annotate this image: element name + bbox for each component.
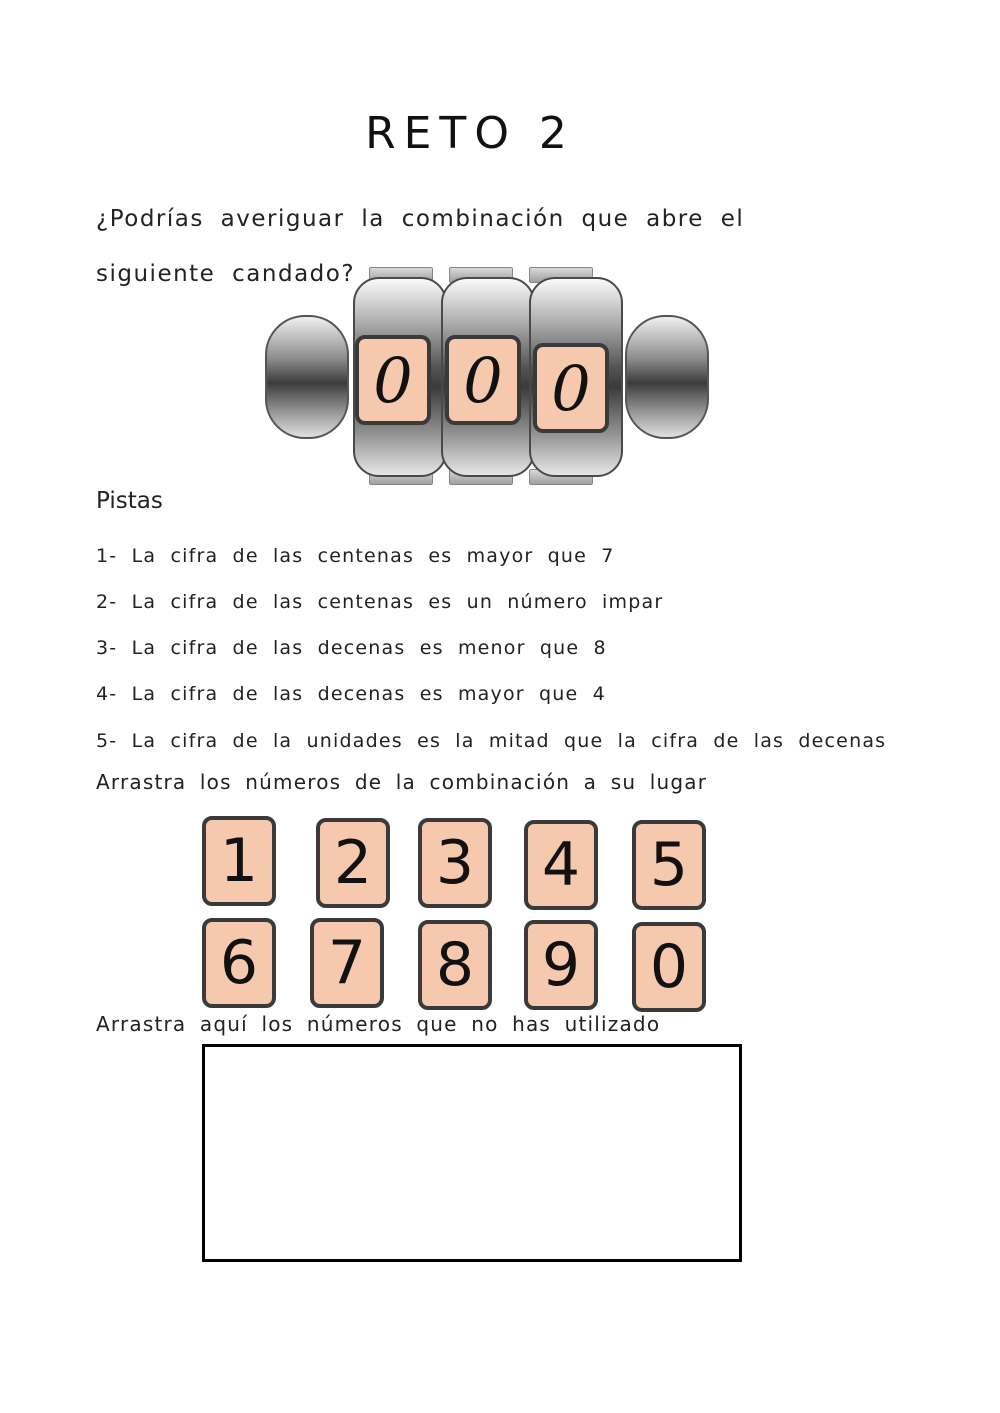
number-tile-0[interactable]: 0: [632, 922, 706, 1012]
number-tile-1[interactable]: 1: [202, 816, 276, 906]
unused-numbers-dropzone[interactable]: [202, 1044, 742, 1262]
clue-2: 2- La cifra de las centenas es un número impar: [96, 591, 664, 613]
number-tile-6[interactable]: 6: [202, 918, 276, 1008]
lock-right-cap: [625, 315, 709, 439]
number-tile-7[interactable]: 7: [310, 918, 384, 1008]
lock-digit-hundreds[interactable]: 0: [355, 335, 431, 425]
question-text: ¿Podrías averiguar la combinación que abre el siguiente candado?: [96, 206, 745, 287]
clue-5: 5- La cifra de la unidades es la mitad que la cifra de las decenas: [96, 730, 887, 752]
clue-3: 3- La cifra de las decenas es menor que 8: [96, 637, 607, 659]
number-tile-8[interactable]: 8: [418, 920, 492, 1010]
number-tile-3[interactable]: 3: [418, 818, 492, 908]
lock-digit-units[interactable]: 0: [533, 343, 609, 433]
number-tile-5[interactable]: 5: [632, 820, 706, 910]
number-tile-9[interactable]: 9: [524, 920, 598, 1010]
unused-instruction: Arrastra aquí los números que no has utilizado: [96, 1012, 661, 1036]
lock-left-cap: [265, 315, 349, 439]
number-tile-4[interactable]: 4: [524, 820, 598, 910]
combination-lock: [265, 265, 705, 485]
clue-4: 4- La cifra de las decenas es mayor que 4: [96, 683, 606, 705]
page-title: RETO 2: [365, 108, 575, 159]
lock-digit-tens[interactable]: 0: [445, 335, 521, 425]
number-tile-2[interactable]: 2: [316, 818, 390, 908]
clue-1: 1- La cifra de las centenas es mayor que 7: [96, 545, 615, 567]
clues-heading: Pistas: [96, 488, 163, 514]
drag-instruction: Arrastra los números de la combinación a su lugar: [96, 770, 708, 794]
